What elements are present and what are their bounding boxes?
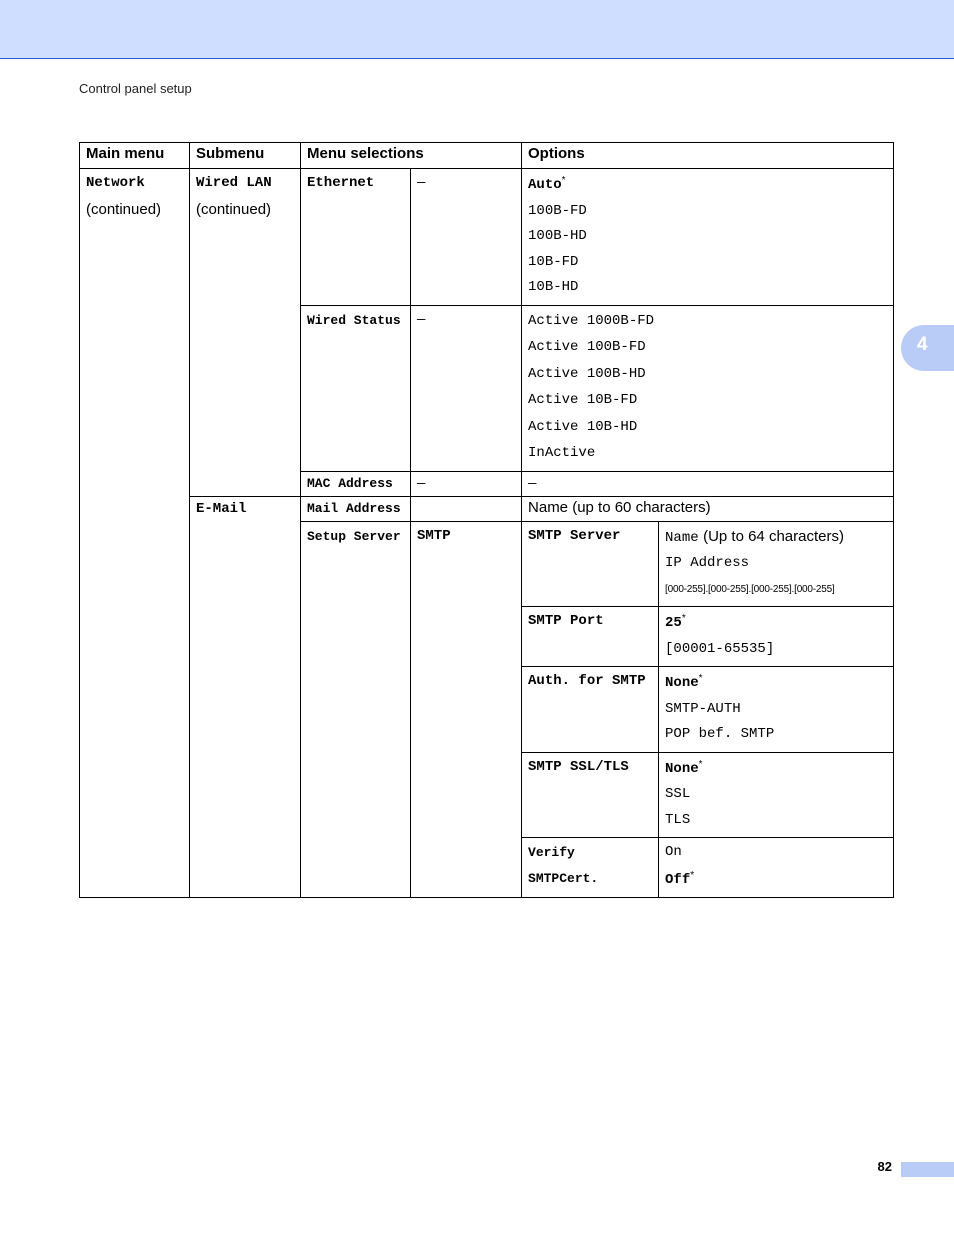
mail-address-sub bbox=[411, 496, 522, 521]
option-default: Off* bbox=[665, 869, 695, 888]
header-options: Options bbox=[522, 143, 894, 169]
mac-address-sub: — bbox=[411, 471, 522, 496]
option-default: Auto* bbox=[528, 175, 566, 193]
mail-address-option: Name (up to 60 characters) bbox=[522, 496, 894, 521]
option-item: SMTP-AUTH bbox=[665, 700, 741, 717]
submenu-email-cell bbox=[190, 496, 301, 898]
header-main-menu: Main menu bbox=[80, 143, 190, 169]
chapter-tab bbox=[901, 325, 954, 371]
option-item: Name (Up to 64 characters) bbox=[665, 527, 844, 546]
smtp-port-options bbox=[659, 607, 894, 667]
option-item: 10B-HD bbox=[528, 279, 579, 295]
option-item: On bbox=[665, 844, 682, 860]
selection-mail-address: Mail Address bbox=[301, 496, 411, 521]
main-menu-cell bbox=[80, 169, 190, 898]
ssl-options bbox=[659, 752, 894, 838]
verify-label: Verify SMTPCert. bbox=[522, 838, 659, 898]
option-item: SSL bbox=[665, 786, 691, 802]
table-header-row bbox=[80, 143, 894, 169]
table-row bbox=[80, 169, 894, 306]
option-item: Active 100B-HD bbox=[528, 365, 646, 382]
option-item: [000-255].[000-255].[000-255].[000-255] bbox=[665, 583, 835, 595]
verify-options bbox=[659, 838, 894, 898]
option-item: Active 1000B-FD bbox=[528, 312, 655, 329]
submenu-wired-lan: Wired LAN bbox=[196, 175, 272, 191]
smtp-port-label: SMTP Port bbox=[522, 607, 659, 667]
submenu-wired-lan-cell bbox=[190, 169, 301, 497]
auth-label: Auth. for SMTP bbox=[522, 667, 659, 753]
option-item: Active 10B-FD bbox=[528, 392, 638, 408]
option-item: IP Address bbox=[665, 555, 750, 571]
main-menu-name: Network bbox=[86, 175, 145, 191]
option-item: 100B-FD bbox=[528, 202, 587, 219]
ethernet-options bbox=[522, 169, 894, 306]
submenu-email: E-Mail bbox=[196, 500, 247, 517]
option-item: TLS bbox=[665, 811, 691, 828]
page-number-bar bbox=[901, 1162, 954, 1177]
section-title: Control panel setup bbox=[79, 81, 192, 96]
option-item: [00001-65535] bbox=[665, 640, 775, 657]
option-item: Active 100B-FD bbox=[528, 339, 646, 355]
selection-wired-status: Wired Status bbox=[301, 305, 411, 471]
option-item: 10B-FD bbox=[528, 253, 579, 270]
header-band bbox=[0, 0, 954, 59]
header-submenu: Submenu bbox=[190, 143, 301, 169]
option-item: Active 10B-HD bbox=[528, 418, 638, 435]
option-default: 25* bbox=[665, 613, 686, 631]
page-number: 82 bbox=[877, 1159, 892, 1174]
chapter-number: 4 bbox=[917, 334, 928, 355]
auth-options bbox=[659, 667, 894, 753]
option-item: InActive bbox=[528, 445, 596, 461]
submenu-note: (continued) bbox=[196, 200, 272, 218]
option-default: None* bbox=[665, 758, 703, 777]
wired-status-options bbox=[522, 305, 894, 471]
ssl-label: SMTP SSL/TLS bbox=[522, 752, 659, 838]
main-menu-note: (continued) bbox=[86, 200, 162, 218]
smtp-server-options bbox=[659, 521, 894, 607]
option-item: POP bef. SMTP bbox=[665, 726, 775, 742]
option-default: None* bbox=[665, 673, 703, 691]
option-item: 100B-HD bbox=[528, 228, 587, 244]
smtp-server-label: SMTP Server bbox=[522, 521, 659, 607]
header-menu-selections: Menu selections bbox=[301, 143, 522, 169]
settings-table bbox=[79, 142, 894, 898]
wired-status-sub: — bbox=[411, 305, 522, 471]
selection-ethernet: Ethernet bbox=[301, 169, 411, 306]
mac-address-option: — bbox=[522, 471, 894, 496]
ethernet-sub: — bbox=[411, 169, 522, 306]
table-row bbox=[80, 496, 894, 521]
selection-mac-address: MAC Address bbox=[301, 471, 411, 496]
setup-server-sub: SMTP bbox=[411, 521, 522, 898]
selection-setup-server: Setup Server bbox=[301, 521, 411, 898]
